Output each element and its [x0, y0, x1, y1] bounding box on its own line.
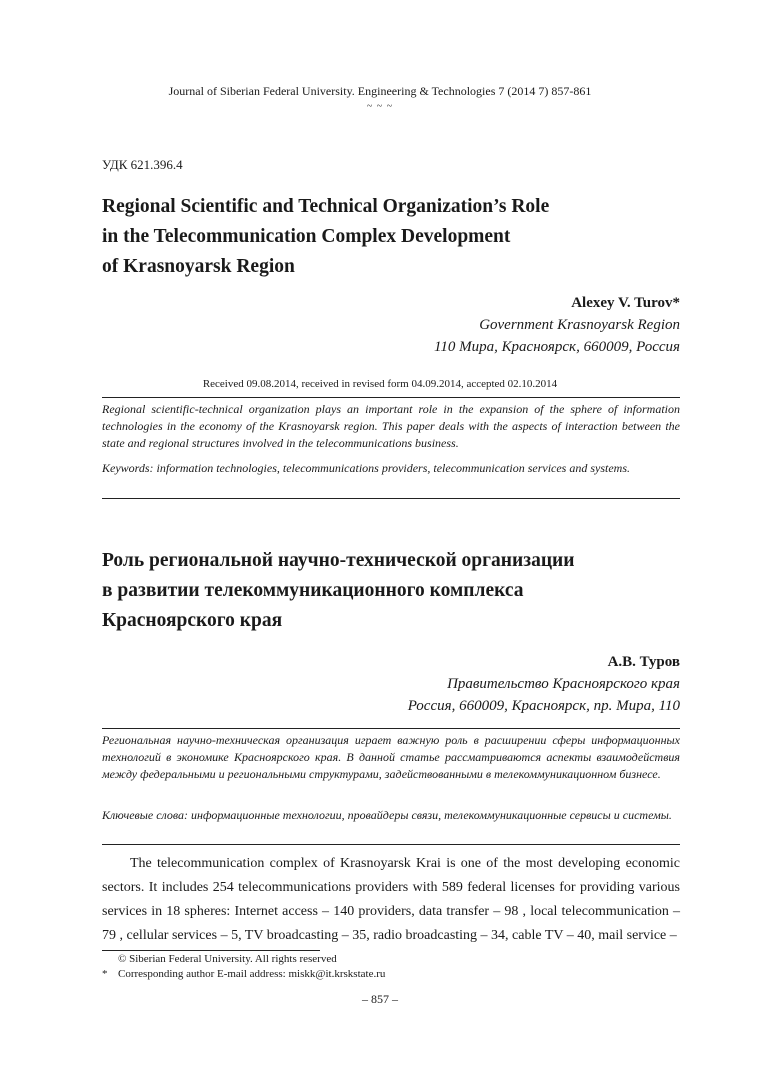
russian-abstract: Региональная научно-техническая организация играет важную роль в расширении сферы информационных технологий в экономике Красноярского края. В данной статье рассматриваются аспекты взаимодействия между федеральными и региональными структурами, задействованными в телекоммуникационном бизнесе. — [102, 733, 680, 781]
divider — [102, 728, 680, 729]
russian-affiliation-line: Россия, 660009, Красноярск, пр. Мира, 110 — [407, 698, 680, 714]
page-number: – 857 – — [362, 992, 398, 1006]
udk-code: УДК 621.396.4 — [102, 157, 183, 172]
russian-title — [102, 546, 662, 636]
russian-keywords: Ключевые слова: информационные технологии, провайдеры связи, телекоммуникационные сервисы и системы. — [102, 808, 672, 822]
russian-author: А.В. Туров — [607, 654, 680, 670]
body-paragraph: The telecommunication complex of Krasnoyarsk Krai is one of the most developing economic sectors. It includes 254 telecommunications providers with 589 federal licenses for providing various services in 18 spheres: Internet access – 140 providers, data transfer – 98 , local telecommunication – 79 , cellular services – 5, TV broadcasting – 35, radio broadcasting – 34, cable TV – 40, mail service – — [102, 856, 680, 943]
footnote-divider — [102, 950, 320, 951]
footnote-mark: * — [102, 968, 108, 980]
english-title-line: in the Telecommunication Complex Development — [102, 226, 511, 247]
footnote — [102, 952, 337, 967]
english-affiliation-line: Government Krasnoyarsk Region — [479, 317, 680, 333]
footnote-text: Corresponding author E-mail address: miskk@it.krskstate.ru — [118, 968, 386, 980]
journal-header: Journal of Siberian Federal University. Engineering & Technologies 7 (2014 7) 857-861 — [168, 84, 592, 98]
header-ornament: ~ ~ ~ — [366, 101, 394, 112]
footnote — [102, 967, 385, 982]
english-keywords: Keywords: information technologies, telecommunications providers, telecommunication services and systems. — [102, 461, 631, 475]
english-title-line: of Krasnoyarsk Region — [102, 256, 295, 277]
russian-title-line: Красноярского края — [102, 610, 283, 631]
russian-title-line: в развитии телекоммуникационного комплекса — [102, 580, 524, 601]
english-affiliation-line: 110 Мира, Красноярск, 660009, Россия — [433, 339, 680, 355]
russian-author-block — [408, 651, 680, 717]
received-dates: Received 09.08.2014, received in revised form 04.09.2014, accepted 02.10.2014 — [202, 378, 558, 390]
english-title-line: Regional Scientific and Technical Organization’s Role — [102, 196, 550, 217]
divider — [102, 498, 680, 499]
english-title — [102, 192, 662, 282]
english-author: Alexey V. Turov* — [571, 295, 680, 311]
english-abstract: Regional scientific-technical organization plays an important role in the expansion of the sphere of information technologies in the economy of the Krasnoyarsk region. This paper deals with the aspects of interaction between the state and regional structures involved in the telecommunications business. — [102, 402, 680, 450]
english-author-block — [434, 292, 680, 358]
divider — [102, 844, 680, 845]
divider — [102, 397, 680, 398]
russian-affiliation-line: Правительство Красноярского края — [447, 676, 680, 692]
footnote-text: © Siberian Federal University. All rights reserved — [118, 953, 337, 965]
russian-title-line: Роль региональной научно-технической организации — [102, 550, 575, 571]
